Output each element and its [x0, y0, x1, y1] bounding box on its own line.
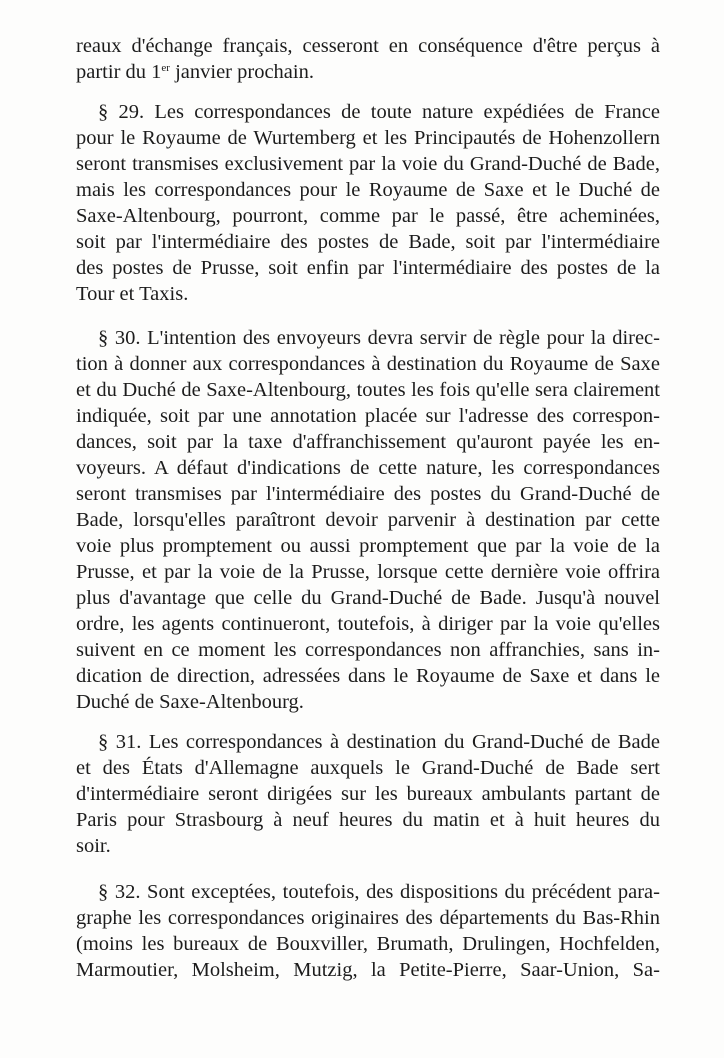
- paragraph-continuation: [76, 33, 660, 85]
- text-line: dication de direction, adressées dans le Royaume de Saxe et dans le: [76, 665, 660, 687]
- text-line: Marmoutier, Molsheim, Mutzig, la Petite-Pierre, Saar-Union, Sa-: [76, 959, 660, 981]
- text-line: § 32. Sont exceptées, toutefois, des dispositions du précédent para-: [98, 881, 660, 903]
- paragraph-section-29: [76, 99, 660, 307]
- text-line: § 30. L'intention des envoyeurs devra servir de règle pour la direc-: [98, 327, 660, 349]
- text-line: dances, soit par la taxe d'affranchissement qu'auront payée les en-: [76, 431, 660, 453]
- text-line: § 29. Les correspondances de toute nature expédiées de France: [98, 101, 660, 123]
- text-line: Duché de Saxe-Altenbourg.: [76, 691, 304, 713]
- text-line: seront transmises exclusivement par la voie du Grand-Duché de Bade,: [76, 153, 660, 175]
- text-line: voie plus promptement ou aussi promptement que par la voie de la: [76, 535, 660, 557]
- text-line: plus d'avantage que celle du Grand-Duché de Bade. Jusqu'à nouvel: [76, 587, 660, 609]
- text-line: Bade, lorsqu'elles paraîtront devoir parvenir à destination par cette: [76, 509, 660, 531]
- text-line: § 31. Les correspondances à destination du Grand-Duché de Bade: [98, 731, 660, 753]
- text-line: mais les correspondances pour le Royaume de Saxe et le Duché de: [76, 179, 660, 201]
- text-line: et du Duché de Saxe-Altenbourg, toutes les fois qu'elle sera clairement: [76, 379, 660, 401]
- text-line: pour le Royaume de Wurtemberg et les Principautés de Hohenzollern: [76, 127, 660, 149]
- text-line: Paris pour Strasbourg à neuf heures du matin et à huit heures du: [76, 809, 660, 831]
- text-line: soir.: [76, 835, 111, 857]
- text-line: tion à donner aux correspondances à destination du Royaume de Saxe: [76, 353, 660, 375]
- text-line: d'intermédiaire seront dirigées sur les bureaux ambulants partant de: [76, 783, 660, 805]
- text-line: suivent en ce moment les correspondances non affranchies, sans in-: [76, 639, 660, 661]
- text-line: Saxe-Altenbourg, pourront, comme par le passé, être acheminées,: [76, 205, 660, 227]
- paragraph-section-31: [76, 729, 660, 859]
- text-line: graphe les correspondances originaires des départements du Bas-Rhin: [76, 907, 660, 929]
- text-line: seront transmises par l'intermédiaire des postes du Grand-Duché de: [76, 483, 660, 505]
- text-line: indiquée, soit par une annotation placée sur l'adresse des correspon-: [76, 405, 660, 427]
- text-line: et des États d'Allemagne auxquels le Grand-Duché de Bade sert: [76, 757, 660, 779]
- paragraph-section-32: [76, 879, 660, 983]
- text-line: Prusse, et par la voie de la Prusse, lorsque cette dernière voie offrira: [76, 561, 660, 583]
- text-line: soit par l'intermédiaire des postes de Bade, soit par l'intermédiaire: [76, 231, 660, 253]
- text-line: des postes de Prusse, soit enfin par l'intermédiaire des postes de la: [76, 257, 660, 279]
- text-line: reaux d'échange français, cesseront en conséquence d'être perçus à: [76, 35, 660, 57]
- text-line: (moins les bureaux de Bouxviller, Brumath, Drulingen, Hochfelden,: [76, 933, 660, 955]
- text-line: voyeurs. A défaut d'indications de cette nature, les correspondances: [76, 457, 660, 479]
- text-line-with-superscript: partir du 1er janvier prochain.: [76, 61, 314, 83]
- paragraph-section-30: [76, 325, 660, 715]
- text-line: ordre, les agents continueront, toutefois, à diriger par la voie qu'elles: [76, 613, 660, 635]
- text-line: Tour et Taxis.: [76, 283, 189, 305]
